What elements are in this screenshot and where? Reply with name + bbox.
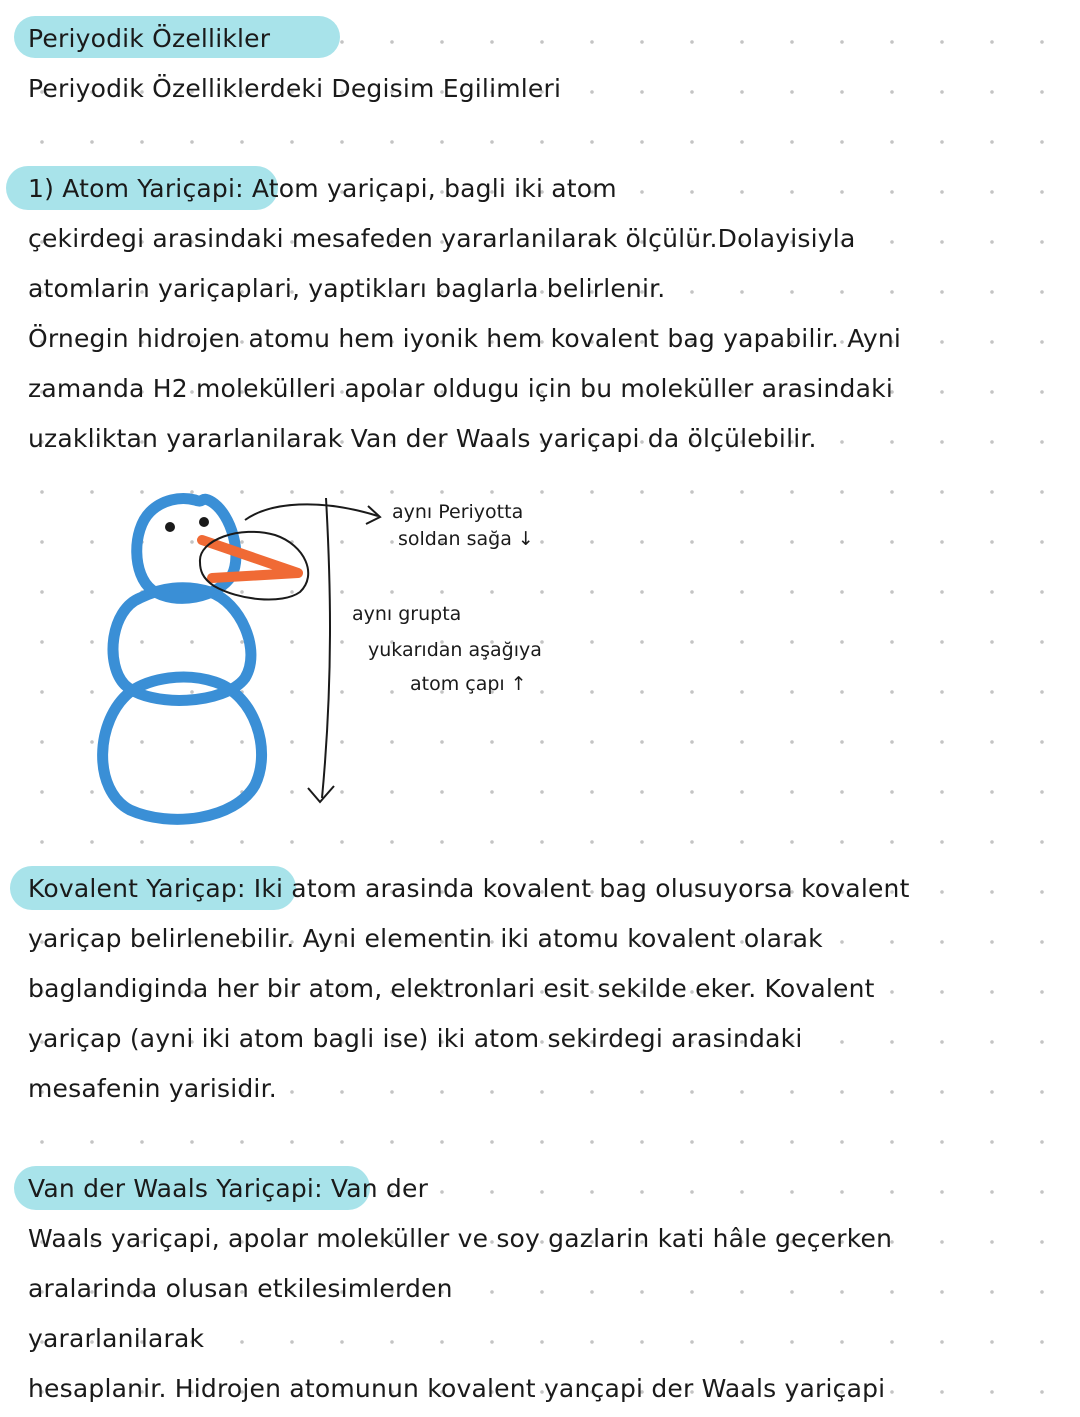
atom-radius-heading: 1) Atom Yariçapi: <box>28 174 244 203</box>
covalent-radius-line-4: yariçap (ayni iki atom bagli ise) iki atom sekirdegi arasindaki <box>28 1024 803 1053</box>
period-arrow <box>245 504 378 520</box>
atom-radius-line-2: çekirdegi arasindaki mesafeden yararlanilarak ölçülür.Dolayisiyla <box>28 224 856 253</box>
group-arrow <box>322 498 330 798</box>
vdw-radius-line-2: Waals yariçapi, apolar moleküller ve soy gazlarin kati hâle geçerken <box>28 1224 893 1253</box>
vdw-radius-line-5: hesaplanir. Hidrojen atomunun kovalent yançapi der Waals yariçapi <box>28 1374 886 1403</box>
atom-radius-line-4: Örnegin hidrojen atomu hem iyonik hem kovalent bag yapabilir. Ayni <box>28 324 902 353</box>
covalent-radius-line-2: yariçap belirlenebilir. Ayni elementin iki atomu kovalent olarak <box>28 924 823 953</box>
covalent-radius-heading: Kovalent Yariçap: <box>28 874 246 903</box>
snowman-right-eye <box>199 517 209 527</box>
atom-radius-line-5: zamanda H2 molekülleri apolar oldugu için bu moleküller arasindaki <box>28 374 893 403</box>
group-annotation-line-3: atom çapı ↑ <box>410 673 527 695</box>
covalent-radius-line-3: baglandiginda her bir atom, elektronlari esit sekilde eker. Kovalent <box>28 974 875 1003</box>
group-annotation-line-1: aynı grupta <box>352 603 462 625</box>
period-annotation-line-1: aynı Periyotta <box>392 501 524 523</box>
vdw-radius-line-4: yararlanilarak <box>28 1324 205 1353</box>
snowman-left-eye <box>165 522 175 532</box>
atom-radius-line-3: atomlarin yariçaplari, yaptikları baglarla belirlenir. <box>28 274 666 303</box>
atom-radius-line-6: uzakliktan yararlanilarak Van der Waals yariçapi da ölçülebilir. <box>28 424 817 453</box>
covalent-radius-line-5: mesafenin yarisidir. <box>28 1074 277 1103</box>
snowman-diagram <box>0 470 640 830</box>
period-annotation-line-2: soldan sağa ↓ <box>398 528 534 550</box>
snowman-nose <box>202 540 298 578</box>
page-subtitle: Periyodik Özelliklerdeki Degisim Egilimleri <box>28 74 562 103</box>
atom-radius-line-1: 1) Atom Yariçapi: Atom yariçapi, bagli iki atom <box>28 174 617 203</box>
page-title: Periyodik Özellikler <box>28 24 271 53</box>
vdw-radius-line-1: Van der Waals Yariçapi: Van der <box>28 1174 429 1203</box>
group-annotation-line-2: yukarıdan aşağıya <box>368 639 542 661</box>
vdw-radius-heading: Van der Waals Yariçapi: <box>28 1174 323 1203</box>
group-arrow-head <box>308 786 334 802</box>
vdw-radius-line-3: aralarinda olusan etkilesimlerden <box>28 1274 453 1303</box>
covalent-radius-line-1: Kovalent Yariçap: Iki atom arasinda kovalent bag olusuyorsa kovalent <box>28 874 910 903</box>
